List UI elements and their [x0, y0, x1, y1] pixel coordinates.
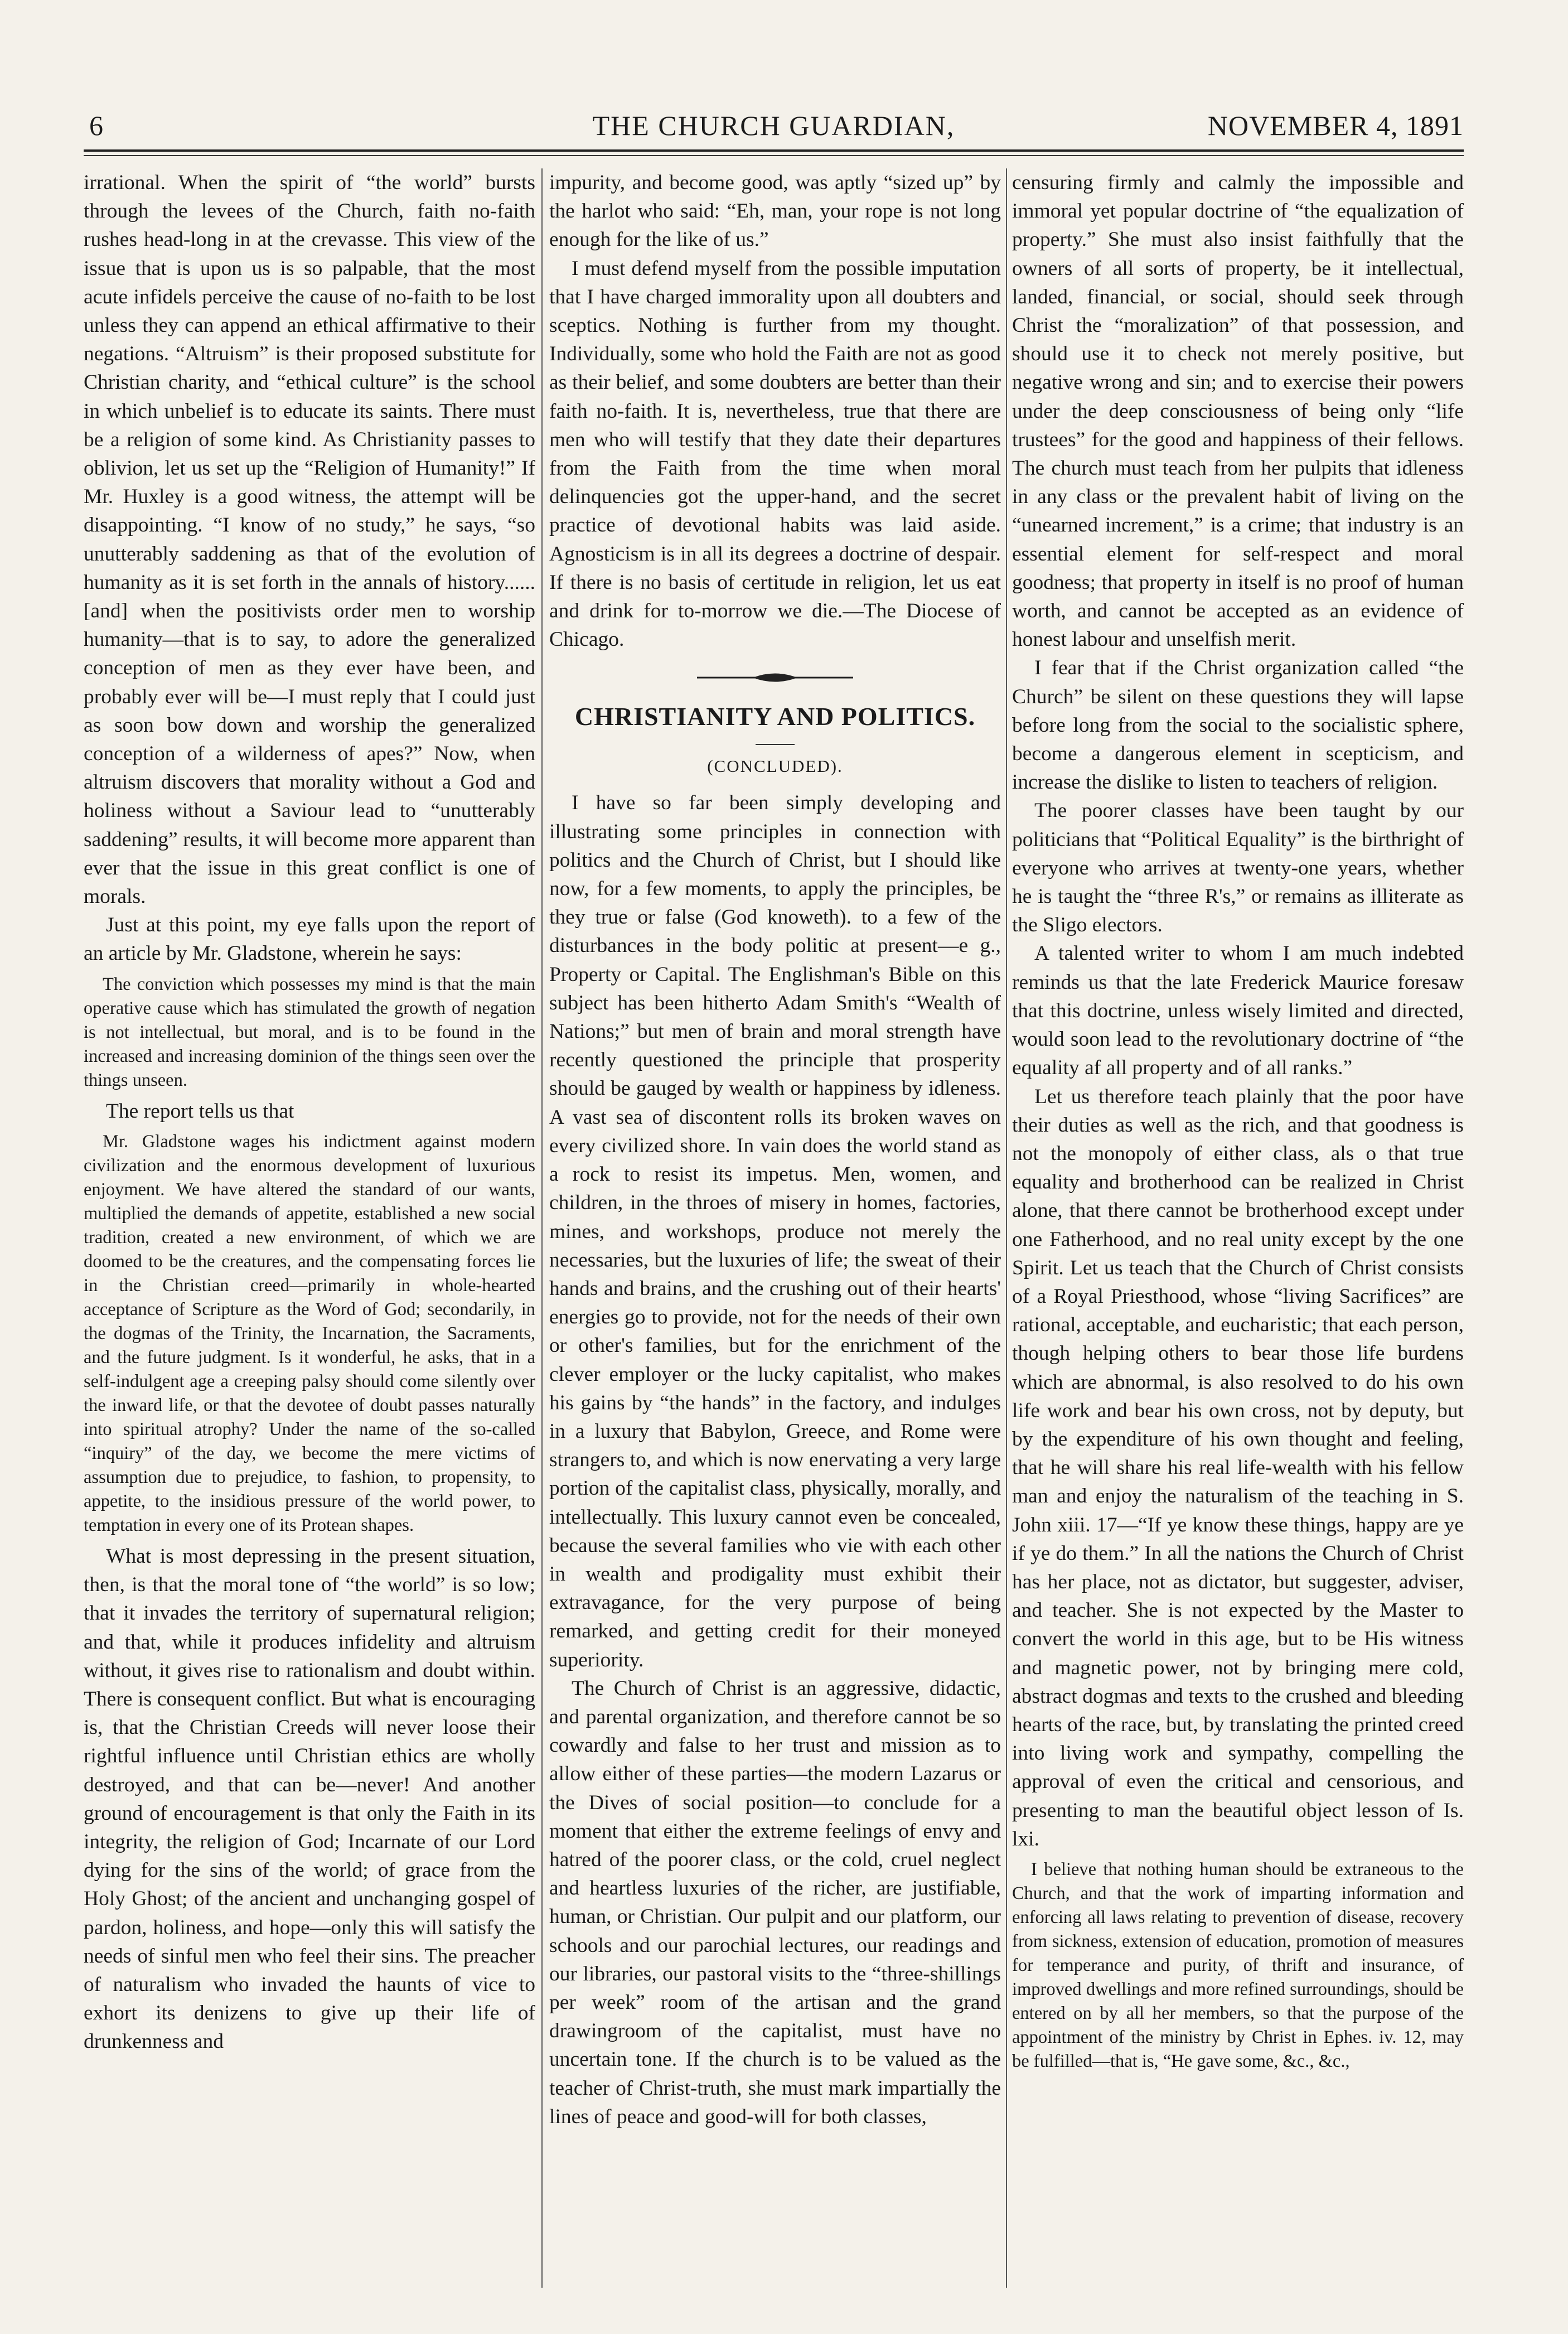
column-divider — [1006, 168, 1007, 2288]
column-1 — [84, 168, 535, 2304]
paper-name: THE CHURCH GUARDIAN, — [592, 110, 955, 141]
ornament-divider-icon — [691, 671, 859, 684]
paragraph: Let us therefore teach plainly that the poor have their duties as well as the rich, and that goodness is not the monopoly of either class, als o that true equality and brotherhood can be realized in Christ alone, that there cannot be brotherhood except under one Fatherhood, and no real unity except by the one Spirit. Let us teach that the Church of Christ consists of a Royal Priesthood, whose “living Sacrifices” are rational, acceptable, and eucharistic; that each person, though helping others to bear those life burdens which are abnormal, is also resolved to do his own life work and bear his own cross, not by deputy, but by the expenditure of his own thought and feeling, that he will share his real life-wealth with his fellow man and enjoy the naturalism of the teaching in S. John xiii. 17—“If ye know these things, happy are ye if ye do them.” In all the nations the Church of Christ has her place, not as dictator, but suggester, adviser, and teacher. She is not expected by the Master to convert the world in this age, but to be His witness and magnetic power, not by bringing mere cold, abstract dogmas and texts to the crushed and bleeding hearts of the race, but, by translating the printed creed into living work and sympathy, compelling the approval of even the critical and censorious, and presenting to man the beautiful object lesson of Is. lxi. — [1012, 1085, 1464, 1850]
paragraph: A talented writer to whom I am much indebted reminds us that the late Frederick Maurice foresaw that this doctrine, unless wisely limited and directed, would soon lead to the revolutionary doctrine of “the equality af all property and of all ranks.” — [1012, 942, 1464, 1080]
paragraph: What is most depressing in the present situation, then, is that the moral tone of “the world” is so low; that it invades the territory of supernatural religion; and that, while it produces infidelity and altruism without, it gives rise to rationalism and doubt within. There is consequent conflict. But what is encouraging is, that the Christian Creeds will never loose their rightful influence until Christian ethics are wholly destroyed, and that can be—never! And another ground of encouragement is that only the Faith in its integrity, the religion of God; Incarnate of our Lord dying for the sins of the world; of grace from the Holy Ghost; of the ancient and unchanging gospel of pardon, holiness, and hope—only this will satisfy the needs of sinful men who feel their sins. The preacher of naturalism who invaded the haunts of vice to exhort its denizens to give up their life of drunkenness and — [84, 1544, 535, 2053]
paragraph: irrational. When the spirit of “the world” bursts through the levees of the Church, faith no-faith rushes head-long in at the crevasse. This view of the issue that is upon us is so palpable, that the most acute infidels perceive the cause of no-faith to be lost unless they can append an ethical affirmative to their negations. “Altruism” is their proposed substitute for Christian charity, and “ethical culture” is the school in which unbelief is to educate its saints. There must be a religion of some kind. As Christianity passes to oblivion, let us set up the “Religion of Humanity!” If Mr. Huxley is a good witness, the attempt will be disappointing. “I know of no study,” he says, “so unutterably saddening as that of the evolution of humanity as it is set forth in the annals of history...... [and] when the positivists order men to worship humanity—that is to say, to adore the generalized conception of men as they ever have been, and probably ever will be—I must reply that I could just as soon bow down and worship the generalized conception of a wilderness of apes?” Now, when altruism discovers that morality without a God and holiness without a Saviour lead to “unutterably saddening” results, it will become more apparent than ever that the issue in this great conflict is one of morals. — [84, 171, 535, 909]
column-2 — [549, 168, 1001, 2304]
masthead — [84, 106, 1464, 145]
paragraph: The poorer classes have been taught by our politicians that “Political Equality” is the birthright of everyone who arrives at twenty-one years, whether he is taught the “three R's,” or remains as illiterate as the Sligo electors. — [1012, 799, 1464, 937]
block-quote: The conviction which possesses my mind is that the main operative cause which has stimulated the growth of negation is not intellectual, but moral, and is to be found in the increased and increasing dominion of the things seen over the things unseen. — [84, 974, 535, 1090]
paragraph: I fear that if the Christ organization called “the Church” be silent on these questions they will lapse before long from the social to the socialistic sphere, become a dangerous element in scepticism, and increase the dislike to listen to teachers of religion. — [1012, 656, 1464, 794]
column-divider — [541, 168, 543, 2288]
paragraph: The Church of Christ is an aggressive, didactic, and parental organization, and therefore cannot be so cowardly and false to her trust and mission as to allow either of these parties—the modern Lazarus or the Dives of social position—to conclude for a moment that either the extreme feelings of envy and hatred of the poorer class, or the cold, cruel neglect and heartless luxuries of the richer, are justifiable, human, or Christian. Our pulpit and our platform, our schools and our parochial lectures, our readings and our libraries, our pastoral visits to the “three-shillings per week” room of the artisan and the grand drawingroom of the capitalist, must have no uncertain tone. If the church is to be valued as the teacher of Christ-truth, she must mark impartially the lines of peace and good-will for both classes, — [549, 1676, 1001, 2128]
header-rule — [84, 149, 1464, 152]
paragraph: censuring firmly and calmly the impossible and immoral yet popular doctrine of “the equalization of property.” She must also insist faithfully that the owners of all sorts of property, be it intellectual, landed, financial, or social, should seek through Christ the “moralization” of that possession, and should use it to check not merely positive, but negative wrong and sin; and to exercise their powers under the deep consciousness of being only “life trustees” for the good and happiness of their fellows. The church must teach from her pulpits that idleness in any class or the prevalent habit of living on the “unearned increment,” is a crime; that industry is an essential element for self-respect and moral goodness; that property in itself is no proof of human worth, and cannot be accepted as an evidence of honest labour and unselfish merit. — [1012, 171, 1464, 651]
paragraph-small: I believe that nothing human should be extraneous to the Church, and that the work of imparting information and enforcing all laws relating to prevention of disease, recovery from sickness, extension of education, promotion of measures for temperance and purity, of thrift and insurance, of improved dwellings and more refined surroundings, should be entered on by all her members, so that the purpose of the appointment of the ministry by Christ in Ephes. iv. 12, may be fulfilled—that is, “He gave some, &c., &c., — [1012, 1859, 1464, 2071]
block-quote: Mr. Gladstone wages his indictment against modern civilization and the enormous development of luxurious enjoyment. We have altered the standard of our wants, multiplied the demands of appetite, established a new social tradition, created a new environment, of which we are doomed to be the creatures, and the compensating forces lie in the Christian creed—primarily in whole-hearted acceptance of Scripture as the Word of God; secondarily, in the dogmas of the Trinity, the Incarnation, the Sacraments, and the future judgment. Is it wonderful, he asks, that in a self-indulgent age a creeping palsy should come silently over the inward life, or that the devotee of doubt passes naturally into spiritual atrophy? Under the name of the so-called “inquiry” of the day, we become the mere victims of assumption due to prejudice, to fashion, to propensity, to appetite, to the insidious pressure of the world power, to temptation in every one of its Protean shapes. — [84, 1131, 535, 1535]
paragraph: The report tells us that — [106, 1099, 294, 1123]
issue-date: NOVEMBER 4, 1891 — [1207, 110, 1464, 141]
concluded-note: (CONCLUDED). — [707, 756, 843, 776]
paragraph: impurity, and become good, was aptly “sized up” by the harlot who said: “Eh, man, your rope is not long enough for the like of us.” — [549, 171, 1001, 252]
title-rule — [756, 744, 795, 745]
paragraph: Just at this point, my eye falls upon the report of an article by Mr. Gladstone, wherein he says: — [84, 914, 535, 965]
column-3 — [1012, 168, 1464, 2304]
header-rule-thin — [84, 155, 1464, 156]
page-number: 6 — [89, 110, 103, 141]
paragraph: I have so far been simply developing and illustrating some principles in connection with politics and the Church of Christ, but I should like now, for a few moments, to apply the principles, be they true or false (God knoweth). to a few of the disturbances in the body politic at present—e g., Property or Capital. The Englishman's Bible on this subject has been hitherto Adam Smith's “Wealth of Nations;” but men of brain and moral strength have recently questioned the principle that prosperity should be gauged by wealth or happiness by idleness. A vast sea of discontent rolls its broken waves on every civilized shore. In vain does the world stand as a rock to resist its impetus. Men, women, and children, in the throes of misery in homes, factories, mines, and workshops, produce not merely the necessaries, but the luxuries of life; the sweat of their hands and brains, and the crushing out of their hearts' energies go to provide, not for the needs of their own or other's families, but for the enrichment of the clever employer or the lucky capitalist, who makes his gains by “the hands” in the factory, and indulges in a luxury that Babylon, Greece, and Rome were strangers to, and which is now enervating a very large portion of the capitalist class, physically, morally, and intellectually. This luxury cannot even be concealed, because the several families who vie with each other in wealth and prodigality must exhibit their extravagance, for the very purpose of being remarked, and getting credit for their moneyed superiority. — [549, 791, 1001, 1671]
section-title: CHRISTIANITY AND POLITICS. — [574, 702, 976, 731]
paragraph: I must defend myself from the possible imputation that I have charged immorality upon all doubters and sceptics. Nothing is further from my thought. Individually, some who hold the Faith are not as good as their belief, and some doubters are better than their faith no-faith. It is, nevertheless, true that there are men who will testify that they date their departures from the Faith from the time when moral delinquencies got the upper-hand, and the secret practice of devotional habits was laid aside. Agnosticism is in all its degrees a doctrine of despair. If there is no basis of certitude in religion, let us eat and drink for to-morrow we die.—The Diocese of Chicago. — [549, 257, 1001, 651]
